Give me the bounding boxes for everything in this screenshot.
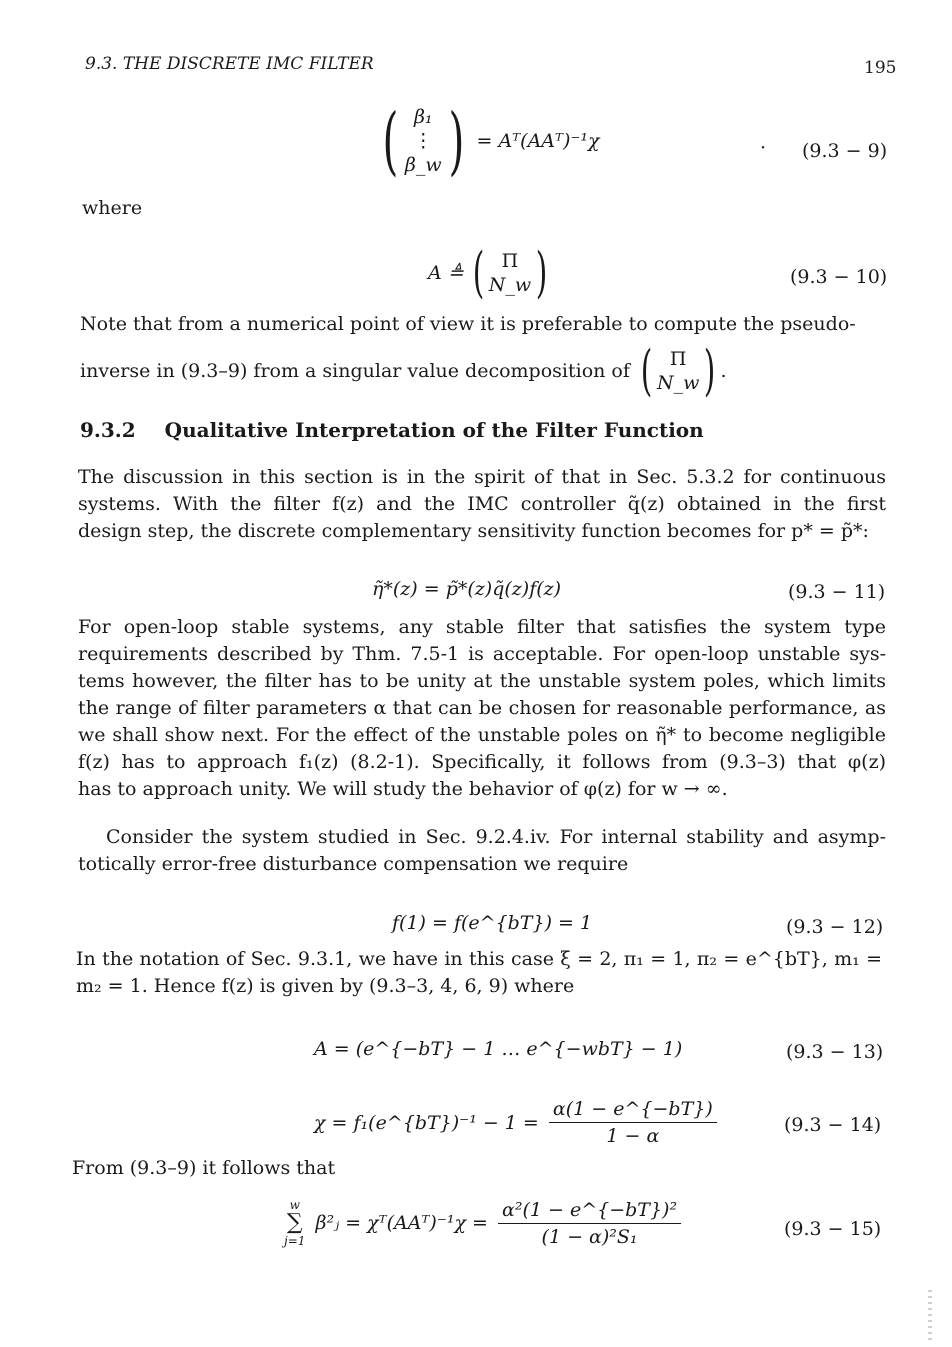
matrix-bottom: N_w [488,274,532,296]
equation-number: (9.3 − 11) [788,581,886,603]
right-paren: ) [535,241,548,304]
fraction [549,1098,717,1147]
note-line-1: Note that from a numerical point of view it is preferable to compute the pseudo- [80,313,856,335]
text-line: The discussion in this section is in the spirit of that in Sec. 5.3.2 for continuous [78,466,886,488]
equation-9-3-13: A = (e^{−bT} − 1 … e^{−wbT} − 1) [314,1038,683,1060]
paragraph-3 [78,824,886,878]
equation-number: (9.3 − 12) [786,916,884,938]
denominator: (1 − α)²S₁ [541,1225,638,1248]
text-line: the range of filter parameters α that can be chosen for reasonable performance, as [78,697,886,719]
equation-9-3-14 [314,1098,717,1147]
equation-number: (9.3 − 14) [784,1114,882,1136]
text-line: tems however, the filter has to be unity at the unstable system poles, which limits [78,670,886,692]
left-paren: ( [382,98,399,184]
text-line: m₂ = 1. Hence f(z) is given by (9.3–3, 4, 6, 9) where [76,975,575,997]
beta-vector [376,98,600,184]
page-number: 195 [864,58,897,78]
note-text: inverse in (9.3–9) from a singular value decomposition of [80,360,630,382]
where-word: where [82,197,143,219]
left-paren: ( [640,339,653,402]
paragraph-1 [78,464,886,545]
sigma-symbol: ∑ [286,1210,303,1235]
equation-9-3-15 [284,1198,681,1248]
text-line: For open-loop stable systems, any stable filter that satisfies the system type [78,616,886,638]
paragraph-4 [76,946,882,1000]
matrix-top: Π [501,250,519,272]
text-line: In the notation of Sec. 9.3.1, we have in this case ξ = 2, π₁ = 1, π₂ = e^{bT}, m₁ = [76,948,882,970]
sum-lower-limit: j=1 [284,1234,306,1248]
sum-upper-limit: w [289,1198,300,1212]
text-line: design step, the discrete complementary sensitivity function becomes for p* = p̃*: [78,520,869,542]
section-heading [80,418,704,442]
equation-9-3-10 [428,241,552,304]
section-title: Qualitative Interpretation of the Filter Function [164,418,704,442]
vector-mid: ⋮ [413,130,433,152]
running-title: 9.3. THE DISCRETE IMC FILTER [85,54,374,74]
equation-lhs: χ = f₁(e^{bT})⁻¹ − 1 = [314,1111,539,1134]
denominator: 1 − α [606,1125,660,1147]
matrix-top: Π [669,348,687,370]
left-paren: ( [472,241,485,304]
numerator: α(1 − e^{−bT}) [549,1098,717,1123]
note-end: . [720,360,727,382]
from-line: From (9.3–9) it follows that [72,1157,336,1179]
equation-number: (9.3 − 9) [802,140,888,162]
equation-mid: β²ⱼ = χᵀ(AAᵀ)⁻¹χ = [315,1212,488,1234]
text-line: we shall show next. For the effect of the unstable poles on η̃* to become negligible [78,724,886,746]
text-line: systems. With the filter f(z) and the IMC controller q̃(z) obtained in the first [78,493,886,515]
section-number: 9.3.2 [80,418,136,442]
right-paren: ) [704,339,716,402]
equation-lhs: A ≜ [428,262,464,284]
summation [284,1198,305,1248]
note-line-2 [80,339,727,402]
right-paren: ) [448,98,465,184]
text-line: totically error-free disturbance compensation we require [78,853,629,875]
equation-rhs: = Aᵀ(AAᵀ)⁻¹χ [476,130,600,152]
equation-9-3-11: η̃*(z) = p̃*(z)q̃(z)f(z) [372,578,562,600]
fraction [498,1199,681,1248]
equation-number: (9.3 − 13) [786,1041,884,1063]
equation-number: (9.3 − 15) [784,1218,882,1240]
paragraph-2 [78,614,886,803]
vector-bottom: β_w [404,154,442,176]
equation-9-3-12: f(1) = f(e^{bT}) = 1 [392,912,593,934]
scan-edge-mark [928,1290,932,1340]
text-line: has to approach unity. We will study the behavior of φ(z) for w → ∞. [78,778,728,800]
stray-dot: · [760,137,767,159]
equation-number: (9.3 − 10) [790,266,888,288]
text-line: f(z) has to approach f₁(z) (8.2-1). Specifically, it follows from (9.3–3) that φ(z) [78,751,886,773]
text-line: Consider the system studied in Sec. 9.2.4.iv. For internal stability and asymp- [106,826,886,848]
numerator: α²(1 − e^{−bT})² [498,1199,681,1224]
text-line: requirements described by Thm. 7.5-1 is acceptable. For open-loop unstable sys- [78,643,886,665]
equation-9-3-9 [376,98,600,184]
matrix-bottom: N_w [656,372,700,394]
vector-top: β₁ [413,106,433,128]
